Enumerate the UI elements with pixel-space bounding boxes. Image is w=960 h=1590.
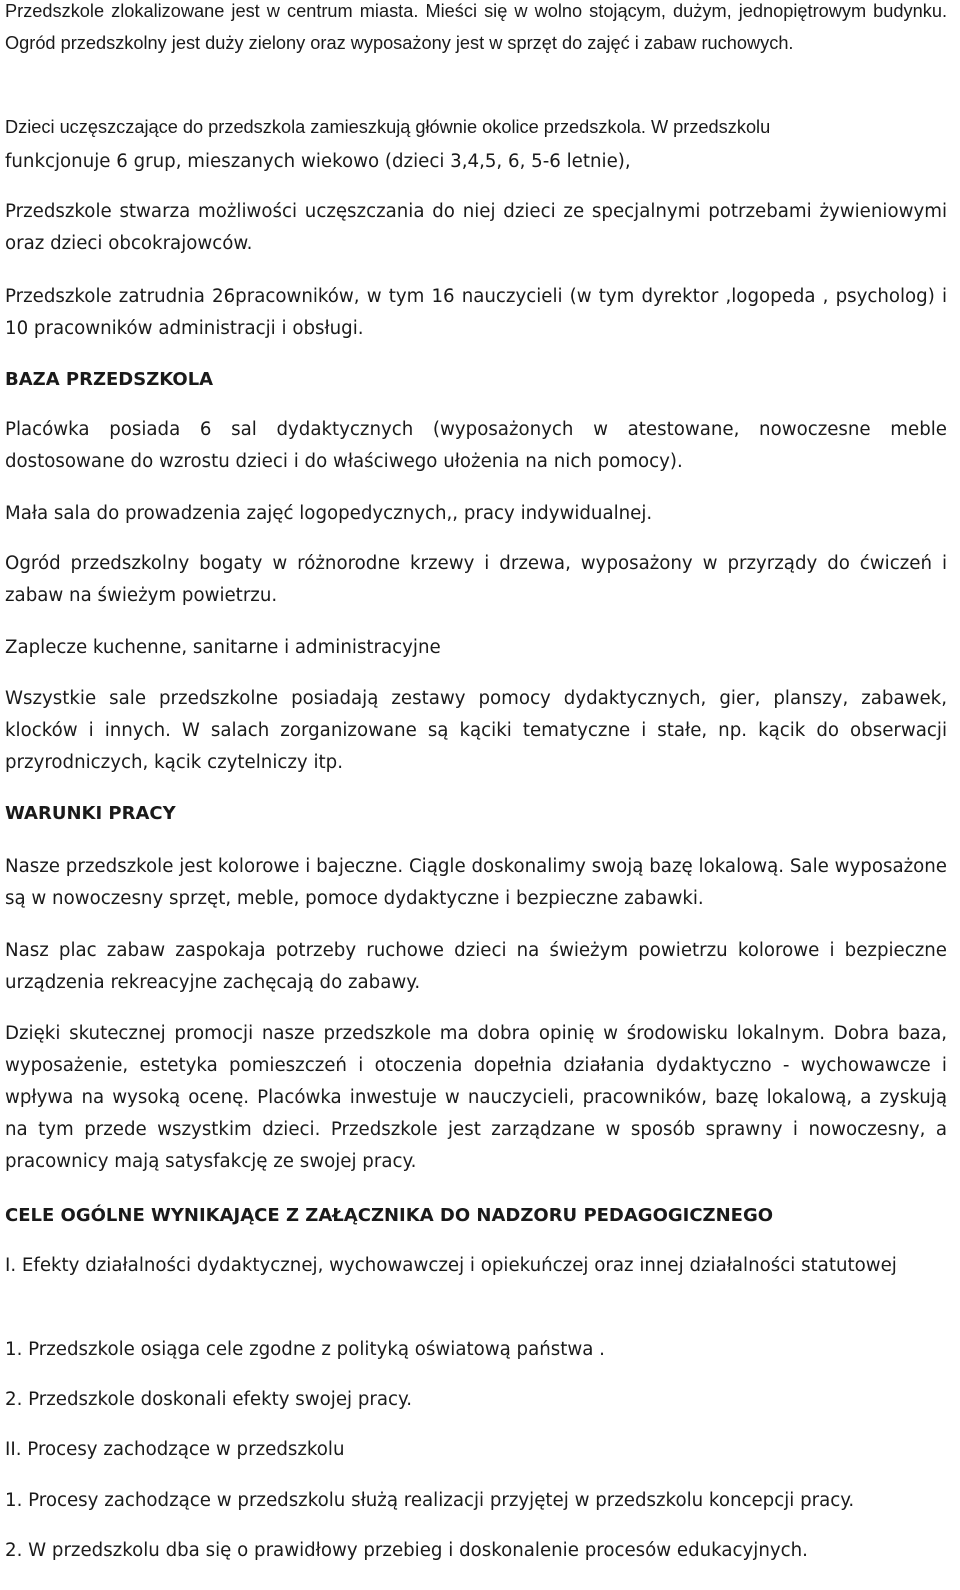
paragraph-groups: funkcjonuje 6 grup, mieszanych wiekowo (dzieci 3,4,5, 6, 5-6 letnie),	[5, 151, 631, 172]
paragraph-goal-one: I. Efekty działalności dydaktycznej, wychowawczej i opiekuńczej oraz innej działalności statutowej	[5, 1255, 897, 1276]
paragraph-teaching-aids: Wszystkie sale przedszkolne posiadają zestawy pomocy dydaktycznych, gier, planszy, zabawek, klocków i innych. W salach zorganizowane są kąciki tematyczne i stałe, np. kącik do obserwacji przyrodniczych, kącik czytelniczy itp.	[5, 688, 947, 773]
list-item-1-2: 2. Przedszkole doskonali efekty swojej pracy.	[5, 1389, 412, 1410]
heading-cele: CELE OGÓLNE WYNIKAJĄCE Z ZAŁĄCZNIKA DO NADZORU PEDAGOGICZNEGO	[5, 1205, 774, 1226]
heading-baza: BAZA PRZEDSZKOLA	[5, 369, 214, 390]
paragraph-kitchen: Zaplecze kuchenne, sanitarne i administracyjne	[5, 637, 441, 658]
paragraph-playground: Nasz plac zabaw zaspokaja potrzeby ruchowe dzieci na świeżym powietrzu kolorowe i bezpieczne urządzenia rekreacyjne zachęcają do zabawy.	[5, 940, 947, 993]
list-item-2-1: 1. Procesy zachodzące w przedszkolu służą realizacji przyjętej w przedszkolu koncepcji pracy.	[5, 1490, 855, 1511]
list-item-2-2: 2. W przedszkolu dba się o prawidłowy przebieg i doskonalenie procesów edukacyjnych.	[5, 1540, 808, 1561]
paragraph-promotion: Dzięki skutecznej promocji nasze przedszkole ma dobra opinię w środowisku lokalnym. Dobra baza, wyposażenie, estetyka pomieszczeń i otoczenia dopełnia działania dydaktyczno - wychowawcze i wpływa na wysoką ocenę. Placówka inwestuje w nauczycieli, pracowników, bazę lokalową, a zyskują na tym przede wszystkim dzieci. Przedszkole jest zarządzane w sposób sprawny i nowoczesny, a pracownicy mają satysfakcję ze swojej pracy.	[5, 1023, 947, 1172]
heading-warunki: WARUNKI PRACY	[5, 803, 176, 824]
paragraph-garden: Ogród przedszkolny bogaty w różnorodne krzewy i drzewa, wyposażony w przyrządy do ćwiczeń i zabaw na świeżym powietrzu.	[5, 553, 947, 606]
paragraph-special-needs: Przedszkole stwarza możliwości uczęszczania do niej dzieci ze specjalnymi potrzebami żywieniowymi oraz dzieci obcokrajowców.	[5, 201, 947, 254]
paragraph-rooms: Placówka posiada 6 sal dydaktycznych (wyposażonych w atestowane, nowoczesne meble dostosowane do wzrostu dzieci i do właściwego ułożenia na nich pomocy).	[5, 419, 947, 472]
paragraph-location: Przedszkole zlokalizowane jest w centrum miasta. Mieści się w wolno stojącym, dużym, jednopiętrowym budynku. Ogród przedszkolny jest duży zielony oraz wyposażony jest w sprzęt do zajęć i zabaw ruchowych.	[5, 1, 947, 53]
list-item-1-1: 1. Przedszkole osiąga cele zgodne z polityką oświatową państwa .	[5, 1339, 605, 1360]
paragraph-staff: Przedszkole zatrudnia 26pracowników, w tym 16 nauczycieli (w tym dyrektor ,logopeda , psycholog) i 10 pracowników administracji i obsługi.	[5, 286, 947, 339]
paragraph-speech-room: Mała sala do prowadzenia zajęć logopedycznych,, pracy indywidualnej.	[5, 503, 653, 524]
paragraph-colorful: Nasze przedszkole jest kolorowe i bajeczne. Ciągle doskonalimy swoją bazę lokalową. Sale wyposażone są w nowoczesny sprzęt, meble, pomoce dydaktyczne i bezpieczne zabawki.	[5, 856, 947, 909]
paragraph-goal-two: II. Procesy zachodzące w przedszkolu	[5, 1439, 345, 1460]
paragraph-children-line1	[5, 111, 770, 143]
paragraph-children-text: Dzieci uczęszczające do przedszkola zamieszkują głównie okolice przedszkola. W przedszkolu	[5, 117, 771, 137]
